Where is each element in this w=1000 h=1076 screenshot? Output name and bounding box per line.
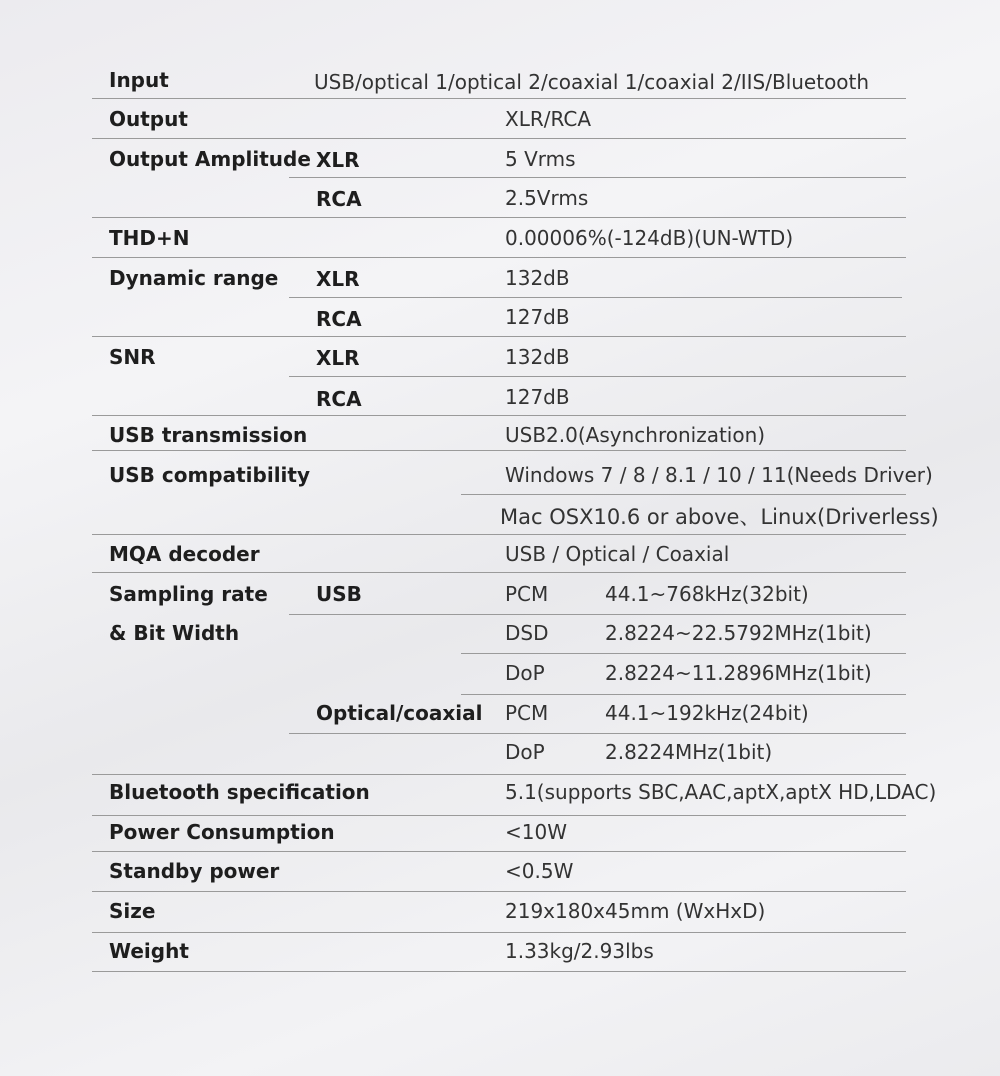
weight-value: 1.33kg/2.93lbs	[505, 939, 654, 963]
thd-value: 0.00006%(-124dB)(UN-WTD)	[505, 226, 794, 250]
sampling-usb-dop-value: 2.8224~11.2896MHz(1bit)	[605, 661, 872, 685]
snr-xlr: XLR	[316, 346, 360, 370]
snr-label: SNR	[109, 345, 156, 369]
snr-rca-value: 127dB	[505, 385, 570, 409]
row-divider	[92, 932, 906, 933]
dynamic-range-rca-value: 127dB	[505, 305, 570, 329]
dynamic-range-xlr-value: 132dB	[505, 266, 570, 290]
output-amplitude-xlr-value: 5 Vrms	[505, 147, 576, 171]
row-divider	[461, 694, 906, 695]
power-label: Power Consumption	[109, 820, 335, 844]
row-divider	[92, 415, 906, 416]
row-divider	[92, 891, 906, 892]
row-divider	[92, 534, 906, 535]
input-label: Input	[109, 68, 169, 92]
row-divider	[92, 774, 906, 775]
bluetooth-label: Bluetooth specification	[109, 780, 370, 804]
dynamic-range-rca: RCA	[316, 307, 362, 331]
row-divider	[289, 177, 906, 178]
thd-label: THD+N	[109, 226, 190, 250]
mqa-value: USB / Optical / Coaxial	[505, 542, 730, 566]
usb-compatibility-windows: Windows 7 / 8 / 8.1 / 10 / 11(Needs Driver)	[505, 463, 933, 487]
row-divider	[289, 614, 906, 615]
row-divider	[461, 494, 906, 495]
usb-compatibility-mac: Mac OSX10.6 or above、Linux(Driverless)	[500, 505, 939, 529]
weight-label: Weight	[109, 939, 189, 963]
sampling-usb-dop-key: DoP	[505, 661, 545, 685]
sampling-usb-dsd-value: 2.8224~22.5792MHz(1bit)	[605, 621, 872, 645]
row-divider	[92, 815, 906, 816]
row-divider	[92, 257, 906, 258]
dynamic-range-label: Dynamic range	[109, 266, 279, 290]
standby-label: Standby power	[109, 859, 280, 883]
dynamic-range-xlr: XLR	[316, 267, 360, 291]
output-amplitude-rca-value: 2.5Vrms	[505, 186, 589, 210]
sampling-usb-dsd-key: DSD	[505, 621, 549, 645]
sampling-optical-pcm-key: PCM	[505, 701, 549, 725]
row-divider	[461, 653, 906, 654]
snr-rca: RCA	[316, 387, 362, 411]
sampling-optical-dop-key: DoP	[505, 740, 545, 764]
row-divider	[289, 376, 906, 377]
row-divider	[92, 572, 906, 573]
standby-value: <0.5W	[505, 859, 574, 883]
size-value: 219x180x45mm (WxHxD)	[505, 899, 766, 923]
usb-transmission-label: USB transmission	[109, 423, 308, 447]
row-divider	[92, 450, 906, 451]
sampling-label-line2: & Bit Width	[109, 621, 240, 645]
sampling-label-line1: Sampling rate	[109, 582, 268, 606]
output-value: XLR/RCA	[505, 107, 592, 131]
usb-transmission-value: USB2.0(Asynchronization)	[505, 423, 766, 447]
sampling-usb-pcm-value: 44.1~768kHz(32bit)	[605, 582, 809, 606]
bluetooth-value: 5.1(supports SBC,AAC,aptX,aptX HD,LDAC)	[505, 780, 937, 804]
row-divider	[92, 336, 906, 337]
usb-compatibility-label: USB compatibility	[109, 463, 310, 487]
size-label: Size	[109, 899, 156, 923]
sampling-optical-pcm-value: 44.1~192kHz(24bit)	[605, 701, 809, 725]
sampling-optical-label: Optical/coaxial	[316, 701, 483, 725]
output-amplitude-rca: RCA	[316, 187, 362, 211]
row-divider	[92, 217, 906, 218]
snr-xlr-value: 132dB	[505, 345, 570, 369]
power-value: <10W	[505, 820, 567, 844]
row-divider	[289, 733, 906, 734]
input-value: USB/optical 1/optical 2/coaxial 1/coaxial 2/IIS/Bluetooth	[314, 70, 870, 94]
row-divider	[289, 297, 902, 298]
output-amplitude-label: Output Amplitude	[109, 147, 311, 171]
output-amplitude-xlr: XLR	[316, 148, 360, 172]
row-divider	[92, 138, 906, 139]
row-divider	[92, 971, 906, 972]
output-label: Output	[109, 107, 188, 131]
mqa-label: MQA decoder	[109, 542, 260, 566]
sampling-usb-pcm-key: PCM	[505, 582, 549, 606]
row-divider	[92, 851, 906, 852]
sampling-usb-label: USB	[316, 582, 362, 606]
row-divider	[92, 98, 906, 99]
sampling-optical-dop-value: 2.8224MHz(1bit)	[605, 740, 773, 764]
